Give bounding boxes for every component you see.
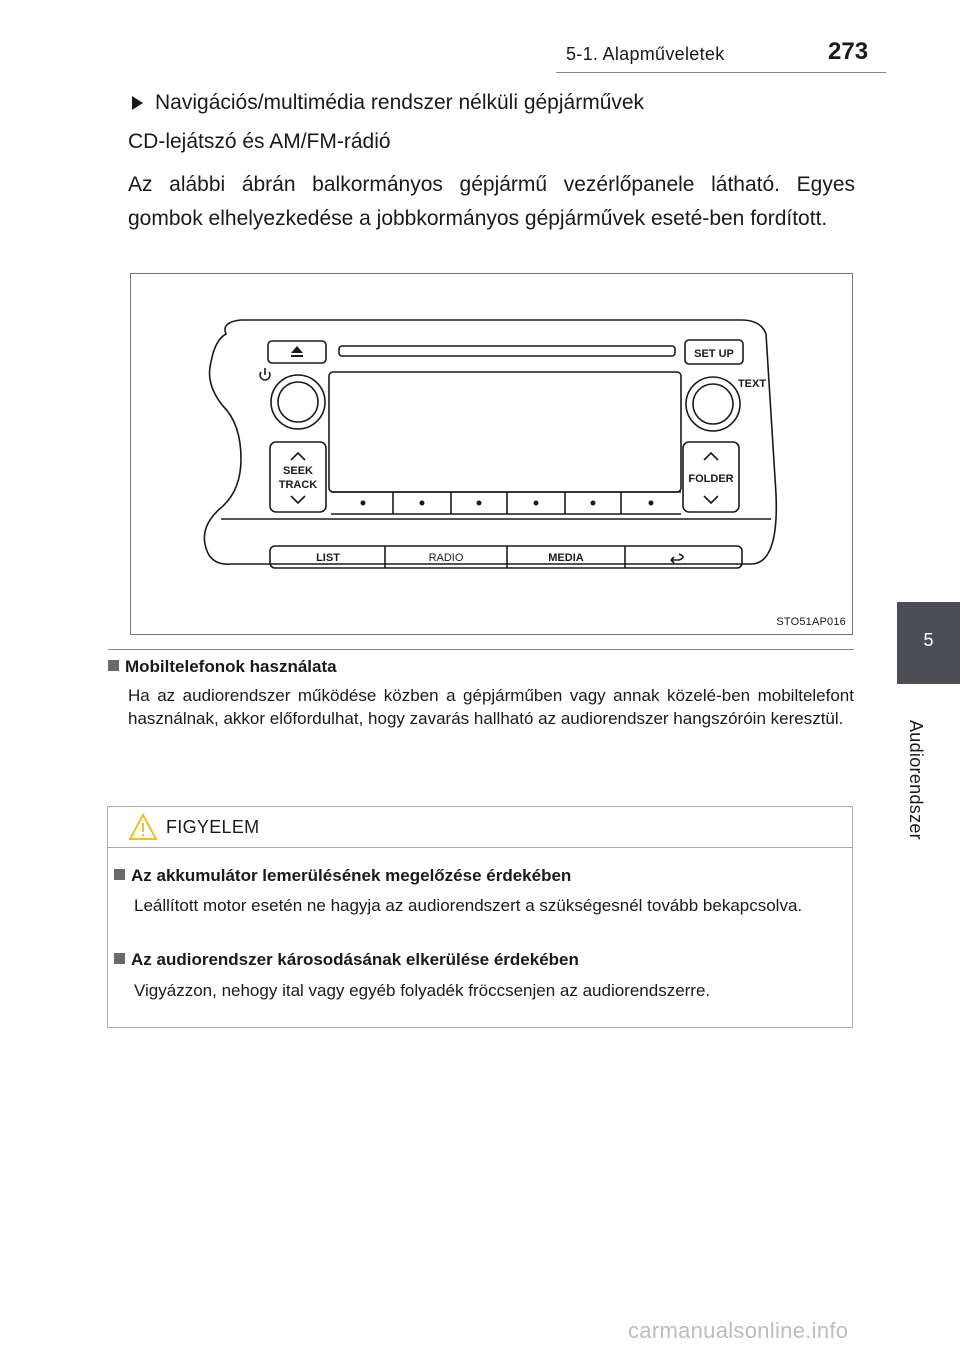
- watermark: carmanualsonline.info: [628, 1318, 849, 1343]
- radio-label: RADIO: [428, 552, 464, 564]
- warning-item-heading: [114, 950, 579, 970]
- page-number: 273: [828, 38, 869, 65]
- eject-icon: [291, 346, 303, 353]
- bullet-heading: [132, 91, 644, 115]
- subheading: CD-lejátszó és AM/FM-rádió: [128, 130, 391, 153]
- warning-title: FIGYELEM: [166, 817, 260, 837]
- back-arrow-icon: [671, 554, 683, 563]
- text-label: TEXT: [737, 378, 767, 390]
- cd-slot: [339, 346, 675, 356]
- control-panel-figure: [130, 273, 853, 635]
- warning-item-body: Leállított motor esetén ne hagyja az audiorendszert a szükségesnél tovább bekapcsolva.: [134, 896, 803, 915]
- power-icon: [260, 368, 270, 380]
- warning-item-heading: [114, 866, 571, 886]
- triangle-bullet-icon: [132, 96, 143, 110]
- note-heading-text: Mobiltelefonok használata: [125, 657, 337, 676]
- figure-code: STO51AP016: [776, 616, 846, 628]
- note-heading: [108, 657, 337, 677]
- square-bullet-icon: [114, 869, 125, 880]
- display-screen: [329, 372, 681, 492]
- chapter-tab: [897, 602, 960, 684]
- tune-knob: [686, 377, 740, 431]
- bullet-text: Navigációs/multimédia rendszer nélküli gépjárművek: [155, 91, 645, 114]
- warning-item-heading-text: Az akkumulátor lemerülésének megelőzése érdekében: [131, 866, 572, 885]
- folder-label: FOLDER: [688, 473, 734, 485]
- header-divider: [556, 72, 886, 73]
- track-label: TRACK: [278, 479, 318, 491]
- list-label: LIST: [316, 552, 340, 564]
- seek-label: SEEK: [283, 465, 313, 477]
- warning-triangle-icon: [128, 813, 158, 841]
- setup-label: SET UP: [694, 348, 734, 360]
- chapter-number: 5: [923, 630, 934, 650]
- warning-item-heading-text: Az audiorendszer károsodásának elkerülése érdekében: [131, 950, 579, 969]
- intro-paragraph: Az alábbi ábrán balkormányos gépjármű vezérlőpanele látható. Egyes gombok elhelyezkedése a jobbkormányos gépjárművek eseté-ben fordított.: [128, 173, 855, 230]
- control-panel-illustration: [131, 274, 852, 634]
- section-label: 5-1. Alapműveletek: [566, 44, 725, 64]
- figure-divider: [108, 649, 854, 650]
- chapter-title: Audiorendszer: [906, 720, 926, 840]
- square-bullet-icon: [114, 953, 125, 964]
- note-body: Ha az audiorendszer működése közben a gépjárműben vagy annak közelé-ben mobiltelefont használnak, akkor előfordulhat, hogy zavarás hallható az audiorendszer hangszóróin keresztül.: [128, 686, 854, 728]
- warning-item-body: Vigyázzon, nehogy ital vagy egyéb folyadék fröccsenjen az audiorendszerre.: [134, 981, 711, 1000]
- power-volume-knob: [271, 375, 325, 429]
- media-label: MEDIA: [548, 552, 584, 564]
- warning-box: [107, 806, 853, 1028]
- warning-header: [108, 807, 852, 848]
- square-bullet-icon: [108, 660, 119, 671]
